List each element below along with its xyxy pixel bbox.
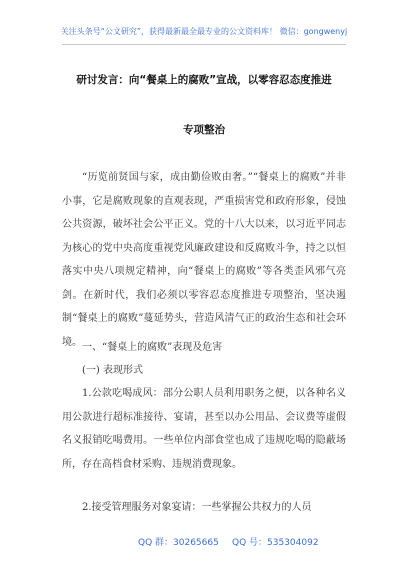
footer-qq-group: QQ 群：30265665 [138,538,219,548]
header-divider [62,44,346,45]
section-heading: 一、“餐桌上的腐败”表现及危害 [82,342,223,353]
paragraph-intro: “历览前贤国与家，成由勤俭败由奢。”“餐桌上的腐败”并非小事，它是腐败现象的直观表现，严重损害党和政府形象，侵蚀公共资源，破坏社会公平正义。党的十八大以来，以习近平同志为核心的党中央高度重视党风廉政建设和反腐败斗争，持之以恒落实中央八项规定精神，向“餐桌上的腐败”等各类歪风邪气亮剑。在新时代，我们必须以零容忍态度推进专项整治，坚决遏制“餐桌上的腐败”蔓延势头，营造风清气正的政治生态和社会环境。 [62,172,346,348]
paragraph-item-2: 2.接受管理服务对象宴请：一些掌握公共权力的人员 [82,502,312,513]
subsection-heading: (一) 表现形式 [82,365,143,376]
paragraph-item-1: 1.公款吃喝成风：部分公职人员利用职务之便，以各种名义用公款进行超标准接待、宴请，甚至以办公用品、会议费等虚假名义报销吃喝费用。一些单位内部食堂也成了违规吃喝的隐蔽场所，存在高档食材采购、违规消费现象。 [62,388,346,470]
document-title: 研讨发言：向“餐桌上的腐败”宣战，以零容忍态度推进 [76,74,332,86]
document-subtitle: 专项整治 [183,124,225,136]
footer-qq-number: QQ 号：535304092 [232,538,319,548]
header-notice: 关注头条号“公文研究”，获得最新最全最专业的公文资料库！ 微信：gongwenyj [60,27,348,36]
